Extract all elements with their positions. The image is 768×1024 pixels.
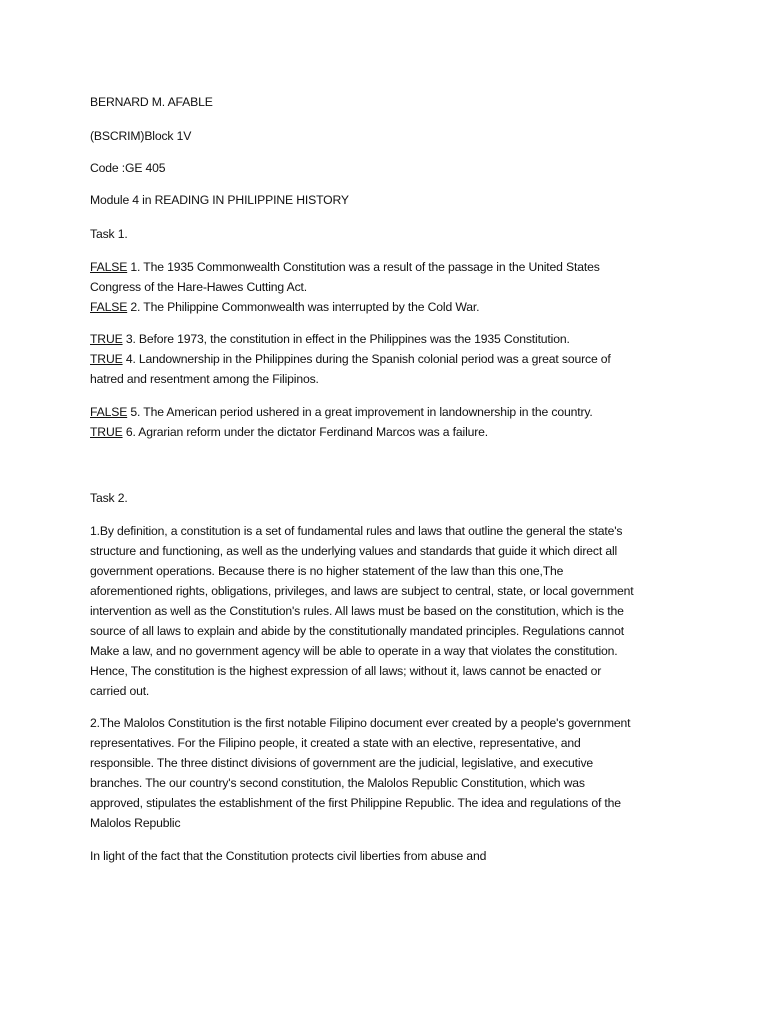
paragraph-line: approved, stipulates the establishment of the first Philippine Republic. The idea and regulations of the <box>90 796 621 810</box>
paragraph-line: government operations. Because there is no higher statement of the law than this one,The <box>90 564 564 578</box>
paragraph-line: branches. The our country's second constitution, the Malolos Republic Constitution, which was <box>90 776 585 790</box>
paragraph-line: 2.The Malolos Constitution is the first notable Filipino document ever created by a people's government <box>90 716 631 730</box>
module-title: Module 4 in READING IN PHILIPPINE HISTORY <box>90 193 349 207</box>
answer-label: FALSE <box>90 300 128 314</box>
paragraph-line: carried out. <box>90 684 150 698</box>
paragraph-line: representatives. For the Filipino people, it created a state with an elective, representative, and <box>90 736 581 750</box>
paragraph-line: Hence, The constitution is the highest expression of all laws; without it, laws cannot be enacted or <box>90 664 602 678</box>
task1-item-3 <box>90 329 680 349</box>
answer-label: FALSE <box>90 405 128 419</box>
paragraph-line: Malolos Republic <box>90 816 181 830</box>
course-code: Code :GE 405 <box>90 161 166 175</box>
task1-item-2-line-1 <box>90 297 680 317</box>
task1-item-4-line-1 <box>90 349 680 369</box>
paragraph-line: structure and functioning, as well as the underlying values and standards that guide it which direct all <box>90 544 618 558</box>
paragraph-line: Make a law, and no government agency will be able to operate in a way that violates the constitution. <box>90 644 618 658</box>
item-text: 6. Agrarian reform under the dictator Ferdinand Marcos was a failure. <box>122 425 489 439</box>
paragraph-line: responsible. The three distinct divisions of government are the judicial, legislative, and executive <box>90 756 594 770</box>
task1-title: Task 1. <box>90 227 128 241</box>
paragraph-line: 1.By definition, a constitution is a set of fundamental rules and laws that outline the general the state's <box>90 524 623 538</box>
task2-title: Task 2. <box>90 491 128 505</box>
answer-label: TRUE <box>90 352 123 366</box>
task2-paragraph-3: In light of the fact that the Constitution protects civil liberties from abuse and <box>90 849 487 863</box>
task1-item-6-line-1 <box>90 422 680 442</box>
task1-item-2 <box>90 297 680 317</box>
answer-label: TRUE <box>90 332 123 346</box>
task1-item-3-line-1 <box>90 329 680 349</box>
task1-item-5 <box>90 402 680 422</box>
paragraph-line: source of all laws to explain and abide by the constitutionally mandated principles. Regulations cannot <box>90 624 624 638</box>
paragraph-line: intervention as well as the Constitution's rules. All laws must be based on the constitution, which is the <box>90 604 624 618</box>
task2-paragraph-1 <box>90 521 680 701</box>
item-text: 1. The 1935 Commonwealth Constitution was a result of the passage in the United States <box>127 260 600 274</box>
student-block: (BSCRIM)Block 1V <box>90 129 192 143</box>
task1-item-5-line-1 <box>90 402 680 422</box>
task1-item-6 <box>90 422 680 442</box>
answer-label: FALSE <box>90 260 128 274</box>
item-text: 3. Before 1973, the constitution in effect in the Philippines was the 1935 Constitution. <box>122 332 570 346</box>
task1-item-1-line-2: Congress of the Hare-Hawes Cutting Act. <box>90 280 308 294</box>
task1-item-4-line-2: hatred and resentment among the Filipinos. <box>90 372 319 386</box>
item-text: 4. Landownership in the Philippines during the Spanish colonial period was a great source of <box>122 352 611 366</box>
task1-item-4 <box>90 349 680 389</box>
task2-paragraph-2 <box>90 713 680 833</box>
task1-item-1 <box>90 257 680 297</box>
item-text: 2. The Philippine Commonwealth was interrupted by the Cold War. <box>127 300 480 314</box>
paragraph-line: aforementioned rights, obligations, privileges, and laws are subject to central, state, or local government <box>90 584 634 598</box>
student-name: BERNARD M. AFABLE <box>90 95 213 109</box>
item-text: 5. The American period ushered in a great improvement in landownership in the country. <box>127 405 593 419</box>
answer-label: TRUE <box>90 425 123 439</box>
task1-item-1-line-1 <box>90 257 680 277</box>
